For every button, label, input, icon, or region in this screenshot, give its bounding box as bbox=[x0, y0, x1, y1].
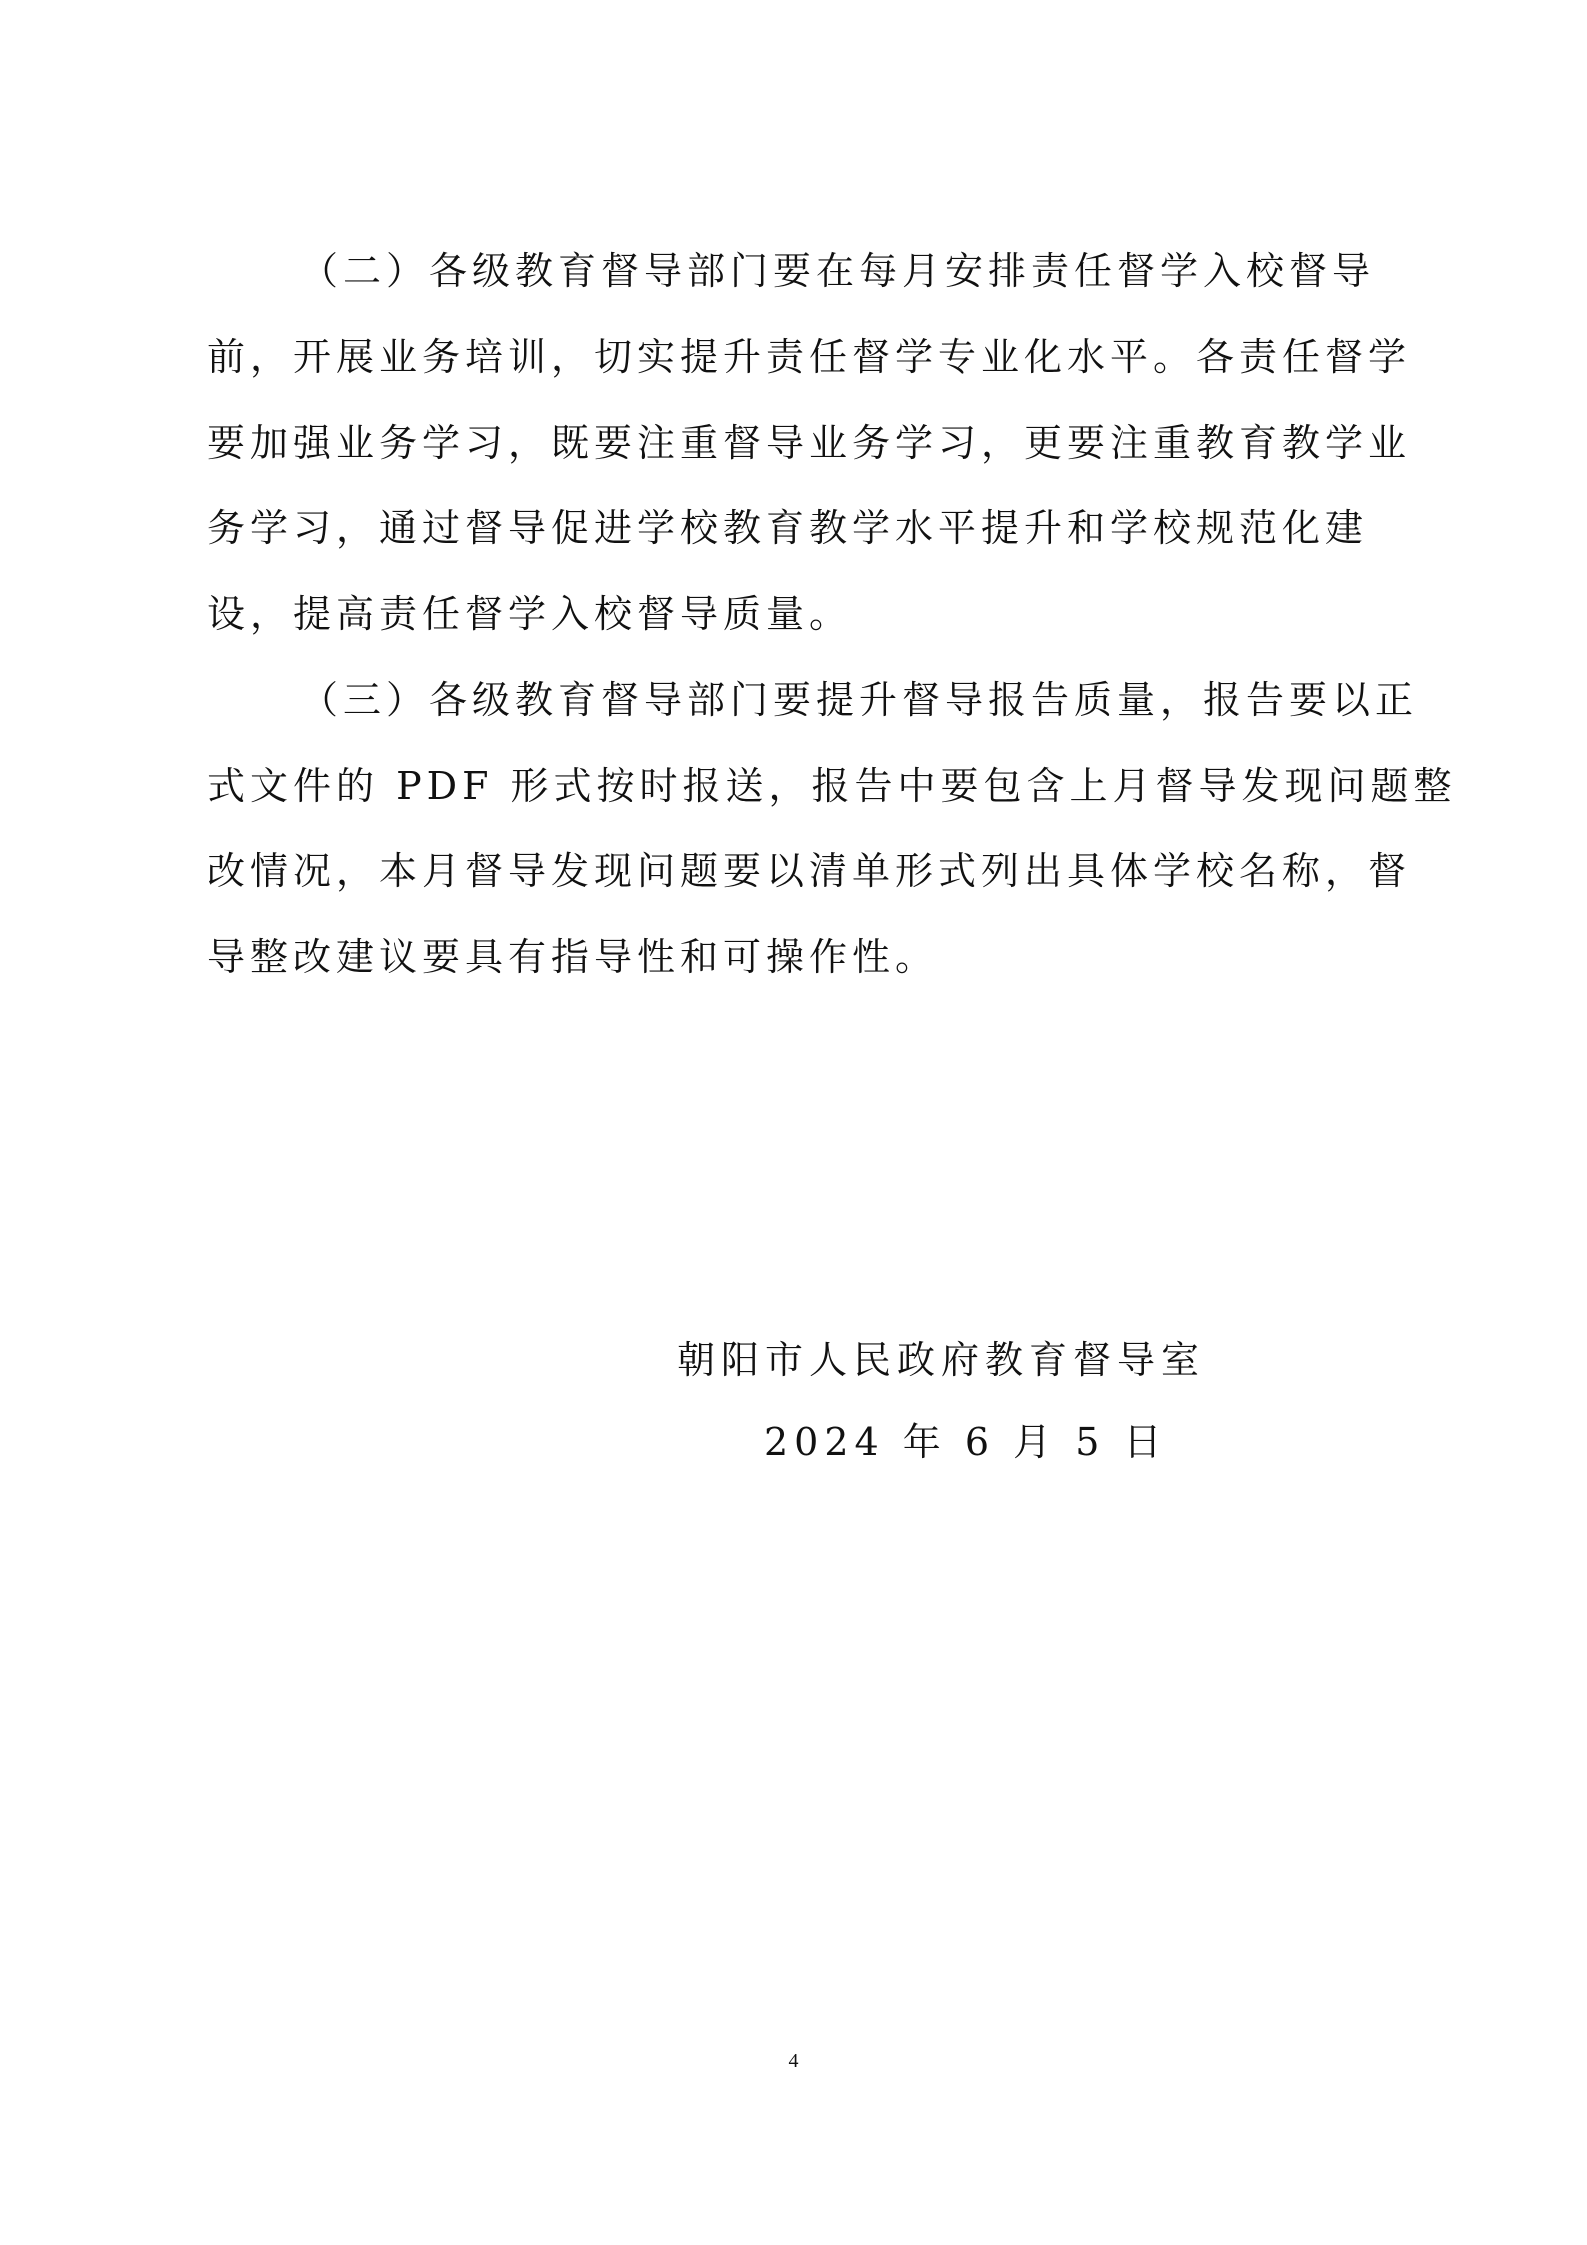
paragraph-3-line-1: （三）各级教育督导部门要提升督导报告质量，报告要以正 bbox=[300, 678, 1419, 722]
paragraph-3-line-4: 导整改建议要具有指导性和可操作性。 bbox=[207, 935, 939, 979]
paragraph-2-line-5: 设，提高责任督学入校督导质量。 bbox=[207, 592, 853, 636]
signature-date: 2024 年 6 月 5 日 bbox=[764, 1420, 1168, 1464]
signature-organization: 朝阳市人民政府教育督导室 bbox=[677, 1338, 1206, 1382]
paragraph-2-line-4: 务学习，通过督导促进学校教育教学水平提升和学校规范化建 bbox=[207, 506, 1369, 550]
paragraph-3-line-2: 式文件的 PDF 形式按时报送，报告中要包含上月督导发现问题整 bbox=[207, 764, 1457, 808]
paragraph-2-line-2: 前，开展业务培训，切实提升责任督学专业化水平。各责任督学 bbox=[207, 335, 1412, 379]
paragraph-2-line-1: （二）各级教育督导部门要在每月安排责任督学入校督导 bbox=[300, 249, 1376, 293]
paragraph-2-line-3: 要加强业务学习，既要注重督导业务学习，更要注重教育教学业 bbox=[207, 421, 1412, 465]
page-number: 4 bbox=[788, 2050, 799, 2072]
paragraph-3-line-3: 改情况，本月督导发现问题要以清单形式列出具体学校名称，督 bbox=[207, 849, 1412, 893]
